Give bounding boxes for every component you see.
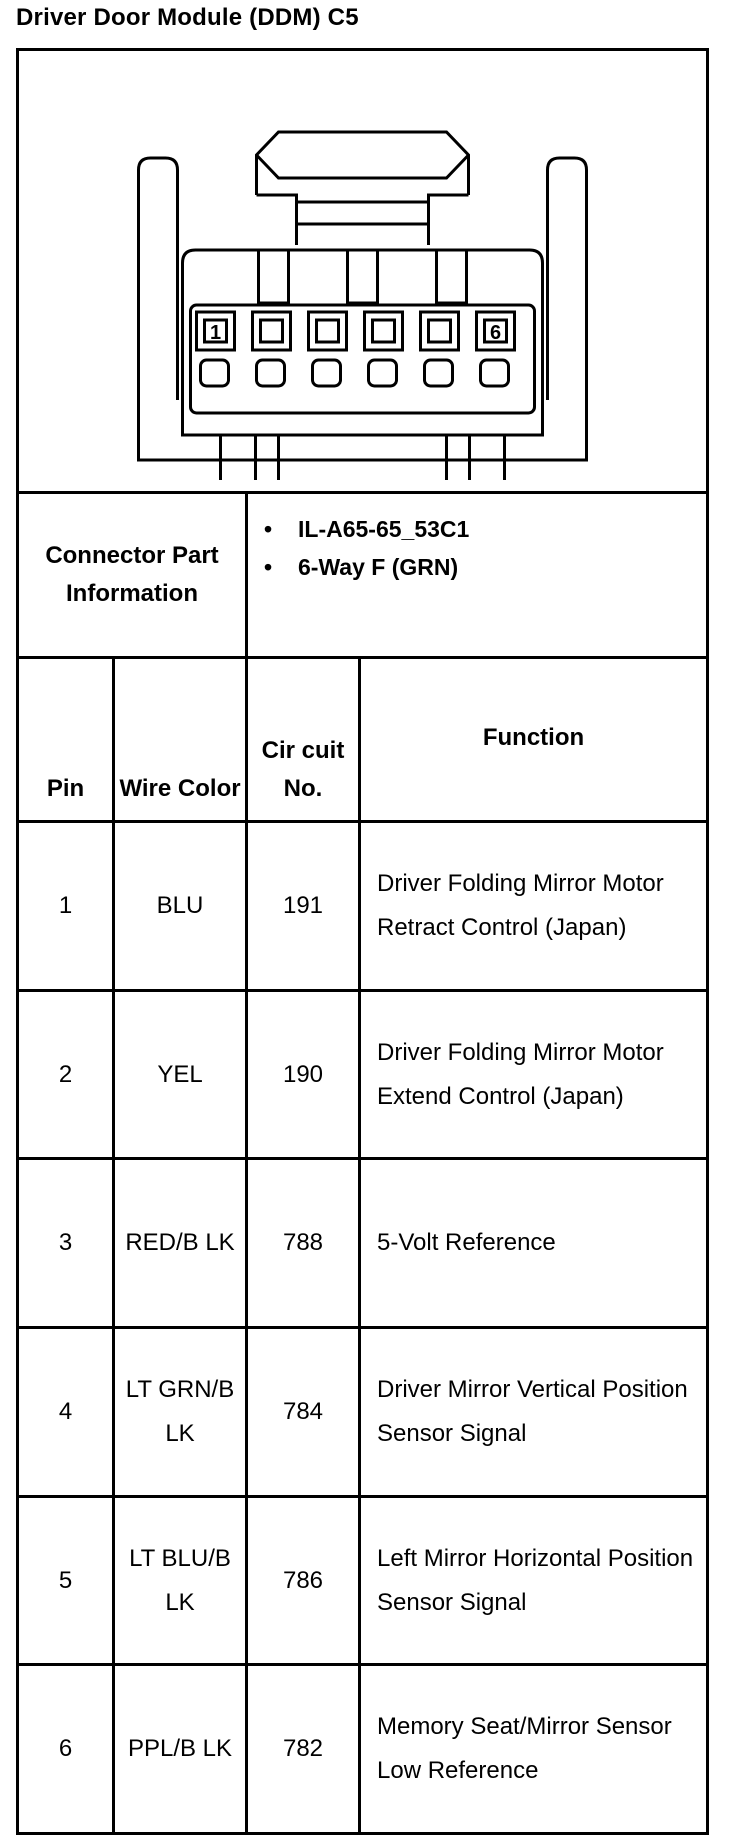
connector-diagram-cell	[18, 50, 708, 493]
circuit-no-cell: 782	[247, 1665, 360, 1834]
pin-cell: 4	[18, 1328, 114, 1497]
connector-info-list	[264, 510, 706, 586]
table-row	[18, 990, 708, 1159]
table-row	[18, 1665, 708, 1834]
column-header-function: Function	[360, 657, 708, 821]
connector-info-item: • 6-Way F (GRN)	[264, 548, 706, 586]
pin-cavity-2	[253, 312, 291, 386]
circuit-no-cell: 784	[247, 1328, 360, 1497]
pin-label-last: 6	[489, 321, 502, 344]
pin-cell: 3	[18, 1159, 114, 1328]
wire-color-cell: LT GRN/B LK	[114, 1328, 247, 1497]
pin-cell: 1	[18, 822, 114, 991]
wire-color-cell: RED/B LK	[114, 1159, 247, 1328]
function-cell: Driver Mirror Vertical Position Sensor Signal	[360, 1328, 708, 1497]
connector-info-list-cell	[247, 493, 708, 657]
circuit-no-cell: 786	[247, 1496, 360, 1665]
connector-info-row	[18, 493, 708, 657]
function-cell: 5-Volt Reference	[360, 1159, 708, 1328]
wire-color-cell: YEL	[114, 990, 247, 1159]
function-cell: Driver Folding Mirror Motor Extend Control (Japan)	[360, 990, 708, 1159]
table-row	[18, 1159, 708, 1328]
connector-face-diagram	[19, 60, 706, 483]
connector-info-label: Connector Part Information	[18, 493, 247, 657]
diagram-row	[18, 50, 708, 493]
pin-cavity-3	[309, 312, 347, 386]
pin-cavity-4	[365, 312, 403, 386]
function-cell: Left Mirror Horizontal Position Sensor Signal	[360, 1496, 708, 1665]
circuit-no-cell: 190	[247, 990, 360, 1159]
connector-info-item: • IL-A65-65_53C1	[264, 510, 706, 548]
pin-cell: 2	[18, 990, 114, 1159]
function-cell: Driver Folding Mirror Motor Retract Control (Japan)	[360, 822, 708, 991]
table-header-row	[18, 657, 708, 821]
table-row	[18, 1496, 708, 1665]
column-header-wire-color: Wire Color	[114, 657, 247, 821]
wire-color-cell: BLU	[114, 822, 247, 991]
column-header-pin: Pin	[18, 657, 114, 821]
circuit-no-cell: 788	[247, 1159, 360, 1328]
circuit-no-cell: 191	[247, 822, 360, 991]
pin-label-first: 1	[209, 321, 222, 344]
table-row	[18, 1328, 708, 1497]
connector-table	[16, 48, 709, 1835]
column-header-circuit-no: Cir cuit No.	[247, 657, 360, 821]
wire-color-cell: PPL/B LK	[114, 1665, 247, 1834]
pin-cavity-5	[421, 312, 459, 386]
page-title: Driver Door Module (DDM) C5	[16, 4, 359, 31]
pin-cell: 5	[18, 1496, 114, 1665]
function-cell: Memory Seat/Mirror Sensor Low Reference	[360, 1665, 708, 1834]
table-row	[18, 822, 708, 991]
pin-cell: 6	[18, 1665, 114, 1834]
wire-color-cell: LT BLU/B LK	[114, 1496, 247, 1665]
